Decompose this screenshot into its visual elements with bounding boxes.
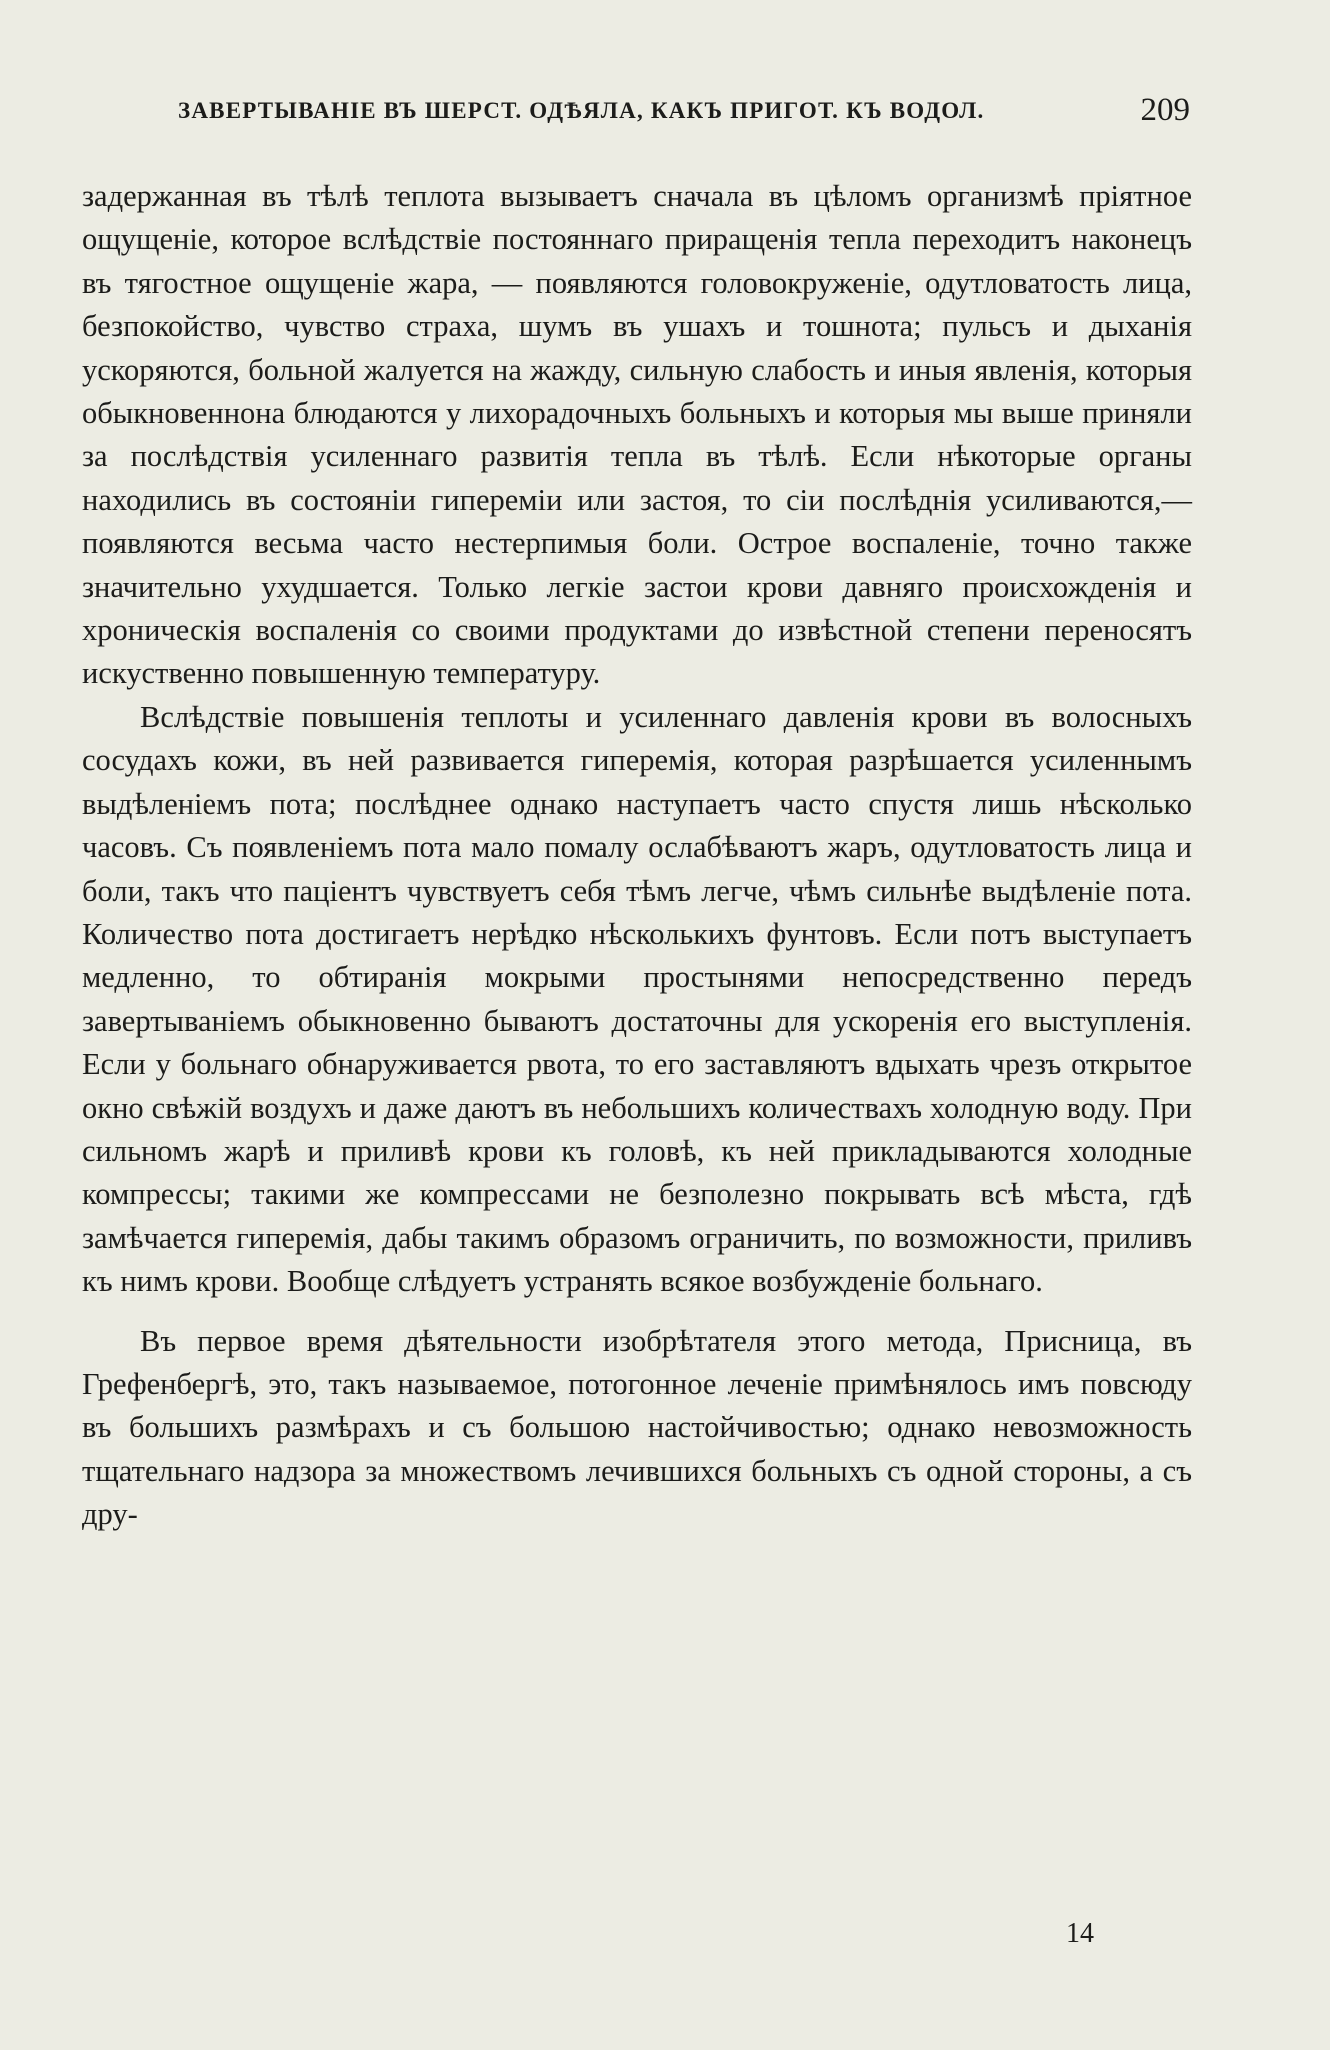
paragraph-continued: задержанная въ тѣлѣ теплота вызываетъ сначала въ цѣломъ организмѣ пріятное ощущеніе, которое вслѣдствіе постояннаго приращенія тепла переходитъ наконецъ въ тягостное ощущеніе жара, — появляются головокруженіе, одутловатость лица, безпокойство, чувство страха, шумъ въ ушахъ и тошнота; пульсъ и дыханія ускоряются, больной жалуется на жажду, сильную слабость и иныя явленія, которыя обыкновеннона блюдаются у лихорадочныхъ больныхъ и которыя мы выше приняли за послѣдствія усиленнаго развитія тепла въ тѣлѣ. Если нѣкоторые органы находились въ состояніи гипереміи или застоя, то сіи послѣднія усиливаются,—появляются весьма часто нестерпимыя боли. Острое воспаленіе, точно также значительно ухудшается. Только легкіе застои крови давняго происхожденія и хроническія воспаленія со своими продуктами до извѣстной степени переносятъ искуственно повышенную температуру. — [82, 179, 1192, 691]
paragraph-perspiration: Вслѣдствіе повышенія теплоты и усиленнаго давленія крови въ волосныхъ сосудахъ кожи, въ ней развивается гиперемія, которая разрѣшается усиленнымъ выдѣленіемъ пота; послѣднее однако наступаетъ часто спустя лишь нѣсколько часовъ. Съ появленіемъ пота мало помалу ослабѣваютъ жаръ, одутловатость лица и боли, такъ что паціентъ чувствуетъ себя тѣмъ легче, чѣмъ сильнѣе выдѣленіе пота. Количество пота достигаетъ нерѣдко нѣсколькихъ фунтовъ. Если потъ выступаетъ медленно, то обтиранія мокрыми простынями непосредственно передъ завертываніемъ обыкновенно бываютъ достаточны для ускоренія его выступленія. Если у больнаго обнаруживается рвота, то его заставляютъ вдыхать чрезъ открытое окно свѣжій воздухъ и даже даютъ въ небольшихъ количествахъ холодную воду. При сильномъ жарѣ и приливѣ крови къ головѣ, къ ней прикладываются холодные компрессы; такими же компрессами не безполезно покрывать всѣ мѣста, гдѣ замѣчается гиперемія, дабы такимъ образомъ ограничить, по возможности, приливъ къ нимъ крови. Вообще слѣдуетъ устранять всякое возбужденіе больнаго. — [82, 699, 1192, 1299]
running-head: ЗАВЕРТЫВАНІЕ ВЪ ШЕРСТ. ОДѢЯЛА, КАКЪ ПРИГОТ. КЪ ВОДОЛ. — [178, 98, 985, 123]
page-number: 209 — [1140, 92, 1190, 128]
body-text — [82, 175, 1192, 1537]
paragraph-priessnitz: Въ первое время дѣятельности изобрѣтателя этого метода, Присница, въ Грефенбергѣ, это, такъ называемое, потогонное леченіе примѣнялось имъ повсюду въ большихъ размѣрахъ и съ большою настойчивостью; однако невозможность тщательнаго надзора за множествомъ лечившихся больныхъ съ одной стороны, а съ дру- — [82, 1323, 1192, 1532]
signature-mark: 14 — [1066, 1918, 1094, 1949]
page-header — [82, 92, 1190, 134]
